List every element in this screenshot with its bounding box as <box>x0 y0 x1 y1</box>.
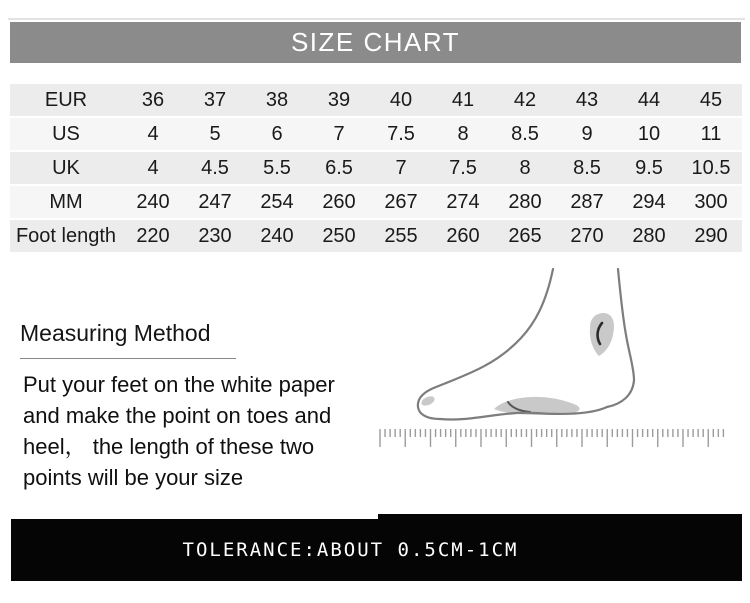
table-row <box>10 152 742 184</box>
size-cell: 44 <box>618 84 680 116</box>
measuring-method-line: heel， the length of these two <box>23 434 315 459</box>
size-cell: 11 <box>680 118 742 150</box>
size-cell: 250 <box>308 220 370 252</box>
size-cell: 7.5 <box>370 118 432 150</box>
row-label: Foot length <box>10 220 122 252</box>
size-cell: 274 <box>432 186 494 218</box>
size-cell: 294 <box>618 186 680 218</box>
size-cell: 7 <box>370 152 432 184</box>
size-cell: 240 <box>246 220 308 252</box>
size-cell: 230 <box>184 220 246 252</box>
ankle-bone-shade <box>590 313 614 356</box>
size-cell: 7.5 <box>432 152 494 184</box>
size-cell: 270 <box>556 220 618 252</box>
size-cell: 8 <box>432 118 494 150</box>
size-cell: 36 <box>122 84 184 116</box>
row-label: EUR <box>10 84 122 116</box>
size-cell: 254 <box>246 186 308 218</box>
tolerance-banner <box>11 519 742 581</box>
size-cell: 280 <box>618 220 680 252</box>
size-cell: 38 <box>246 84 308 116</box>
row-label: UK <box>10 152 122 184</box>
size-cell: 45 <box>680 84 742 116</box>
top-divider <box>8 18 745 20</box>
heading-underline <box>20 358 236 359</box>
ruler-icon <box>380 429 723 447</box>
size-cell: 255 <box>370 220 432 252</box>
size-cell: 8.5 <box>494 118 556 150</box>
table-row <box>10 220 742 252</box>
size-cell: 9 <box>556 118 618 150</box>
foot-side-view-illustration-icon <box>372 263 750 461</box>
size-cell: 37 <box>184 84 246 116</box>
size-cell: 4 <box>122 118 184 150</box>
size-cell: 220 <box>122 220 184 252</box>
size-cell: 265 <box>494 220 556 252</box>
measuring-method-text <box>23 369 335 493</box>
measuring-method-heading: Measuring Method <box>20 320 211 346</box>
size-cell: 10 <box>618 118 680 150</box>
size-cell: 6 <box>246 118 308 150</box>
size-cell: 240 <box>122 186 184 218</box>
row-label: US <box>10 118 122 150</box>
size-cell: 280 <box>494 186 556 218</box>
size-cell: 7 <box>308 118 370 150</box>
size-cell: 40 <box>370 84 432 116</box>
size-cell: 4 <box>122 152 184 184</box>
measuring-method-line: points will be your size <box>23 465 244 490</box>
size-cell: 267 <box>370 186 432 218</box>
table-row <box>10 84 742 116</box>
size-cell: 43 <box>556 84 618 116</box>
size-cell: 8 <box>494 152 556 184</box>
size-cell: 287 <box>556 186 618 218</box>
size-chart-table <box>10 82 742 254</box>
size-cell: 300 <box>680 186 742 218</box>
size-cell: 39 <box>308 84 370 116</box>
measuring-method-line: Put your feet on the white paper <box>23 372 335 397</box>
foot-outline-front <box>418 269 553 419</box>
table-row <box>10 186 742 218</box>
size-cell: 8.5 <box>556 152 618 184</box>
size-chart-header <box>10 22 741 63</box>
size-cell: 6.5 <box>308 152 370 184</box>
size-cell: 247 <box>184 186 246 218</box>
table-row <box>10 118 742 150</box>
measuring-method-line: and make the point on toes and <box>23 403 332 428</box>
size-cell: 4.5 <box>184 152 246 184</box>
size-cell: 10.5 <box>680 152 742 184</box>
size-cell: 42 <box>494 84 556 116</box>
tolerance-text: TOLERANCE:ABOUT 0.5CM-1CM <box>182 539 519 561</box>
row-label: MM <box>10 186 122 218</box>
size-cell: 9.5 <box>618 152 680 184</box>
size-cell: 260 <box>308 186 370 218</box>
size-cell: 41 <box>432 84 494 116</box>
size-cell: 5.5 <box>246 152 308 184</box>
page-title: SIZE CHART <box>290 27 461 57</box>
size-cell: 290 <box>680 220 742 252</box>
size-cell: 260 <box>432 220 494 252</box>
size-cell: 5 <box>184 118 246 150</box>
